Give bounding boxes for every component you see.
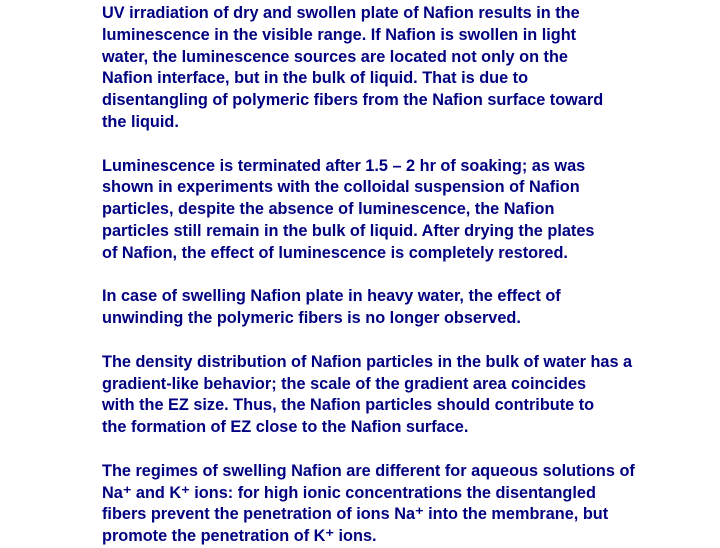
slide-body [102, 3, 700, 548]
text-line: luminescence in the visible range. If Nafion is swollen in light [102, 25, 577, 44]
paragraph-heavy-water [102, 286, 700, 330]
text-line: disentangling of polymeric fibers from the Nafion surface toward [102, 91, 604, 110]
paragraph-uv-irradiation [102, 3, 700, 134]
text-line: The density distribution of Nafion particles in the bulk of water has a [102, 352, 633, 371]
paragraph-density-distribution [102, 352, 700, 439]
text-line: the liquid. [102, 112, 179, 131]
text-line: In case of swelling Nafion plate in heavy water, the effect of [102, 287, 561, 306]
text-line: with the EZ size. Thus, the Nafion particles should contribute to [102, 396, 595, 415]
text-line: Luminescence is terminated after 1.5 – 2 hr of soaking; as was [102, 156, 586, 175]
text-line: Na⁺ and K⁺ ions: for high ionic concentrations the disentangled [102, 483, 596, 502]
text-line: particles, despite the absence of luminescence, the Nafion [102, 200, 555, 219]
text-line: The regimes of swelling Nafion are different for aqueous solutions of [102, 461, 635, 480]
text-line: particles still remain in the bulk of liquid. After drying the plates [102, 221, 595, 240]
paragraph-luminescence-terminated [102, 156, 700, 265]
text-line: UV irradiation of dry and swollen plate of Nafion results in the [102, 4, 580, 22]
text-line: shown in experiments with the colloidal suspension of Nafion [102, 178, 580, 197]
text-line: water, the luminescence sources are located not only on the [102, 47, 568, 66]
paragraph-swelling-regimes [102, 461, 700, 548]
text-line: Nafion interface, but in the bulk of liquid. That is due to [102, 69, 529, 88]
text-line: fibers prevent the penetration of ions Na⁺ into the membrane, but [102, 505, 609, 524]
text-line: unwinding the polymeric fibers is no longer observed. [102, 309, 521, 328]
text-line: promote the penetration of K⁺ ions. [102, 527, 377, 546]
text-line: of Nafion, the effect of luminescence is completely restored. [102, 243, 568, 262]
text-line: gradient-like behavior; the scale of the gradient area coincides [102, 374, 587, 393]
text-line: the formation of EZ close to the Nafion surface. [102, 418, 469, 437]
